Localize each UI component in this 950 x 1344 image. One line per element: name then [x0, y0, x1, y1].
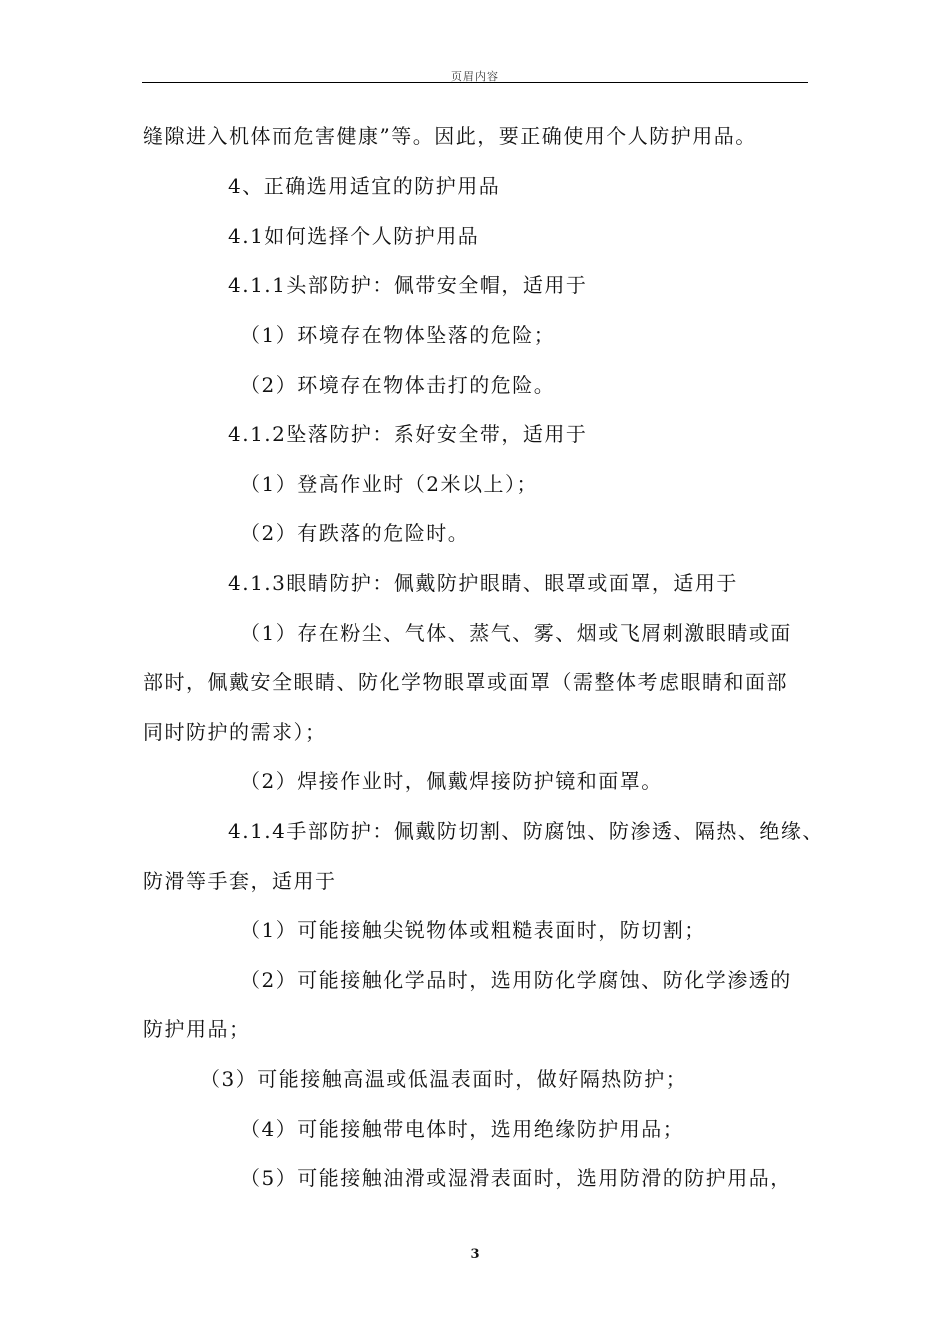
item-heading: 4.1.3眼睛防护：佩戴防护眼睛、眼罩或面罩，适用于 — [228, 571, 738, 595]
item-heading: 4.1.4手部防护：佩戴防切割、防腐蚀、防渗透、隔热、绝缘、 — [228, 819, 824, 843]
paragraph-line: 同时防护的需求）； — [143, 720, 327, 744]
list-item: （3）可能接触高温或低温表面时，做好隔热防护； — [200, 1067, 688, 1091]
page-number: 3 — [470, 1247, 480, 1262]
list-item: （4）可能接触带电体时，选用绝缘防护用品； — [240, 1117, 685, 1141]
item-heading: 4.1.2坠落防护：系好安全带，适用于 — [228, 422, 588, 446]
paragraph-line: 部时，佩戴安全眼睛、防化学物眼罩或面罩（需整体考虑眼睛和面部 — [143, 670, 788, 694]
paragraph-line: 防滑等手套，适用于 — [143, 869, 337, 893]
list-item: （1）登高作业时（2米以上）； — [240, 472, 538, 496]
header-divider — [142, 82, 808, 83]
list-item: （2）环境存在物体击打的危险。 — [240, 373, 556, 397]
list-item: （5）可能接触油滑或湿滑表面时，选用防滑的防护用品， — [240, 1166, 792, 1190]
list-item: （2）有跌落的危险时。 — [240, 521, 470, 545]
section-heading: 4、正确选用适宜的防护用品 — [228, 174, 501, 198]
paragraph-line: 防护用品； — [143, 1017, 251, 1041]
subsection-heading: 4.1如何选择个人防护用品 — [228, 224, 480, 248]
list-item: （2）可能接触化学品时，选用防化学腐蚀、防化学渗透的 — [240, 968, 792, 992]
item-heading: 4.1.1头部防护：佩带安全帽，适用于 — [228, 273, 588, 297]
list-item: （1）存在粉尘、气体、蒸气、雾、烟或飞屑刺激眼睛或面 — [240, 621, 792, 645]
list-item: （1）环境存在物体坠落的危险； — [240, 323, 556, 347]
paragraph-line: 缝隙进入机体而危害健康”等。因此，要正确使用个人防护用品。 — [143, 124, 757, 148]
list-item: （2）焊接作业时，佩戴焊接防护镜和面罩。 — [240, 769, 663, 793]
page-header: 页眉内容 — [451, 70, 499, 83]
list-item: （1）可能接触尖锐物体或粗糙表面时，防切割； — [240, 918, 706, 942]
